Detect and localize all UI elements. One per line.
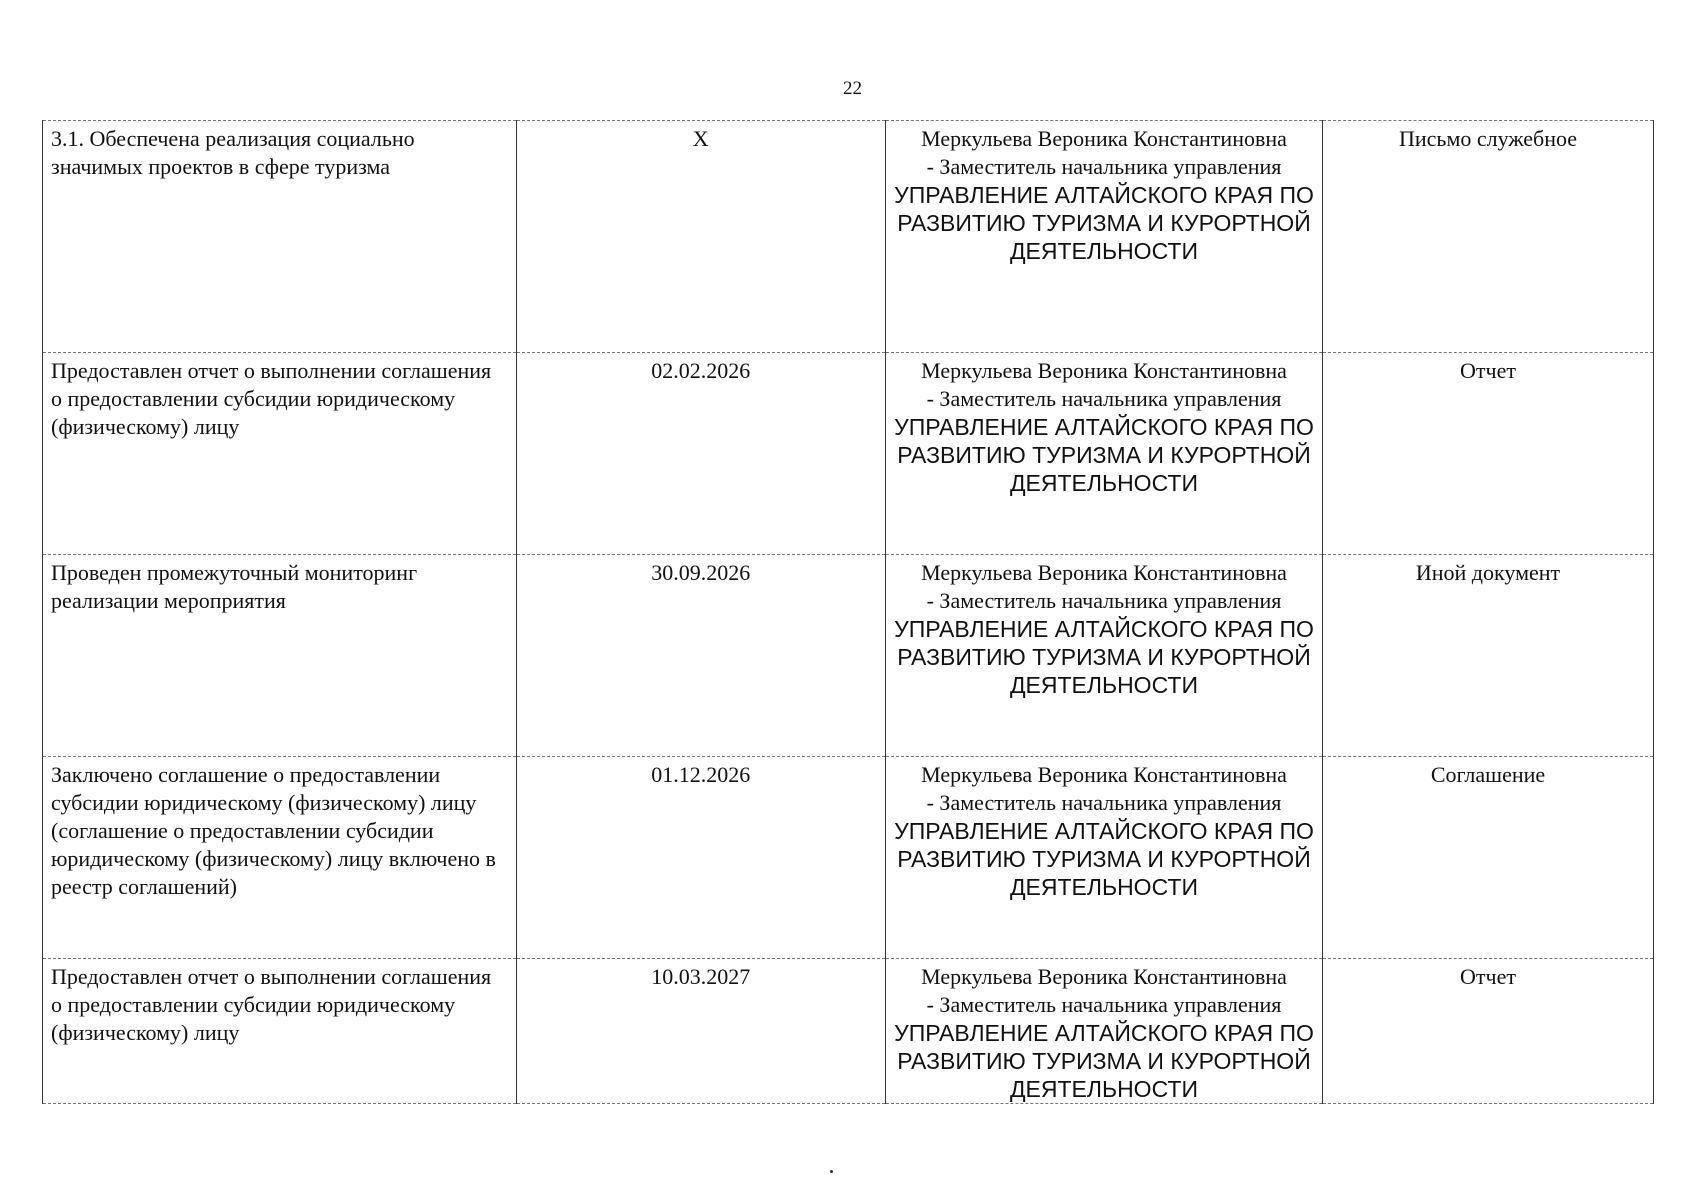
event-cell: Проведен промежуточный мониторинг реализации мероприятия xyxy=(43,555,517,757)
responsible-cell xyxy=(885,959,1322,1104)
date-cell: 10.03.2027 xyxy=(516,959,885,1104)
event-cell: Предоставлен отчет о выполнении соглашения о предоставлении субсидии юридическому (физическому) лицу xyxy=(43,353,517,555)
table-row xyxy=(43,555,1654,757)
page-number: 22 xyxy=(843,78,862,99)
date-cell: 02.02.2026 xyxy=(516,353,885,555)
responsible-organization: УПРАВЛЕНИЕ АЛТАЙСКОГО КРАЯ ПО РАЗВИТИЮ ТУРИЗМА И КУРОРТНОЙ ДЕЯТЕЛЬНОСТИ xyxy=(894,1020,1314,1102)
event-cell: 3.1. Обеспечена реализация социально значимых проектов в сфере туризма xyxy=(43,121,517,353)
responsible-cell xyxy=(885,555,1322,757)
scan-speck xyxy=(830,1170,833,1173)
plan-table xyxy=(42,120,1654,1104)
responsible-name: Меркульева Вероника Константиновна xyxy=(921,358,1287,383)
responsible-organization: УПРАВЛЕНИЕ АЛТАЙСКОГО КРАЯ ПО РАЗВИТИЮ ТУРИЗМА И КУРОРТНОЙ ДЕЯТЕЛЬНОСТИ xyxy=(894,414,1314,496)
document-cell: Иной документ xyxy=(1323,555,1654,757)
responsible-position: - Заместитель начальника управления xyxy=(926,790,1282,815)
event-cell: Предоставлен отчет о выполнении соглашения о предоставлении субсидии юридическому (физическому) лицу xyxy=(43,959,517,1104)
responsible-cell xyxy=(885,353,1322,555)
document-cell: Отчет xyxy=(1323,353,1654,555)
responsible-position: - Заместитель начальника управления xyxy=(926,386,1282,411)
responsible-name: Меркульева Вероника Константиновна xyxy=(921,762,1287,787)
responsible-cell xyxy=(885,121,1322,353)
responsible-position: - Заместитель начальника управления xyxy=(926,154,1282,179)
responsible-organization: УПРАВЛЕНИЕ АЛТАЙСКОГО КРАЯ ПО РАЗВИТИЮ ТУРИЗМА И КУРОРТНОЙ ДЕЯТЕЛЬНОСТИ xyxy=(894,818,1314,900)
table-row xyxy=(43,121,1654,353)
responsible-name: Меркульева Вероника Константиновна xyxy=(921,964,1287,989)
table-row xyxy=(43,959,1654,1104)
responsible-organization: УПРАВЛЕНИЕ АЛТАЙСКОГО КРАЯ ПО РАЗВИТИЮ ТУРИЗМА И КУРОРТНОЙ ДЕЯТЕЛЬНОСТИ xyxy=(894,182,1314,264)
responsible-position: - Заместитель начальника управления xyxy=(926,992,1282,1017)
date-cell: 30.09.2026 xyxy=(516,555,885,757)
responsible-cell xyxy=(885,757,1322,959)
document-cell: Соглашение xyxy=(1323,757,1654,959)
event-cell: Заключено соглашение о предоставлении субсидии юридическому (физическому) лицу (соглашение о предоставлении субсидии юридическому (физическому) лицу включено в реестр соглашений) xyxy=(43,757,517,959)
date-cell: 01.12.2026 xyxy=(516,757,885,959)
date-cell: X xyxy=(516,121,885,353)
document-cell: Письмо служебное xyxy=(1323,121,1654,353)
responsible-name: Меркульева Вероника Константиновна xyxy=(921,126,1287,151)
responsible-organization: УПРАВЛЕНИЕ АЛТАЙСКОГО КРАЯ ПО РАЗВИТИЮ ТУРИЗМА И КУРОРТНОЙ ДЕЯТЕЛЬНОСТИ xyxy=(894,616,1314,698)
table-row xyxy=(43,353,1654,555)
document-cell: Отчет xyxy=(1323,959,1654,1104)
responsible-position: - Заместитель начальника управления xyxy=(926,588,1282,613)
responsible-name: Меркульева Вероника Константиновна xyxy=(921,560,1287,585)
table-row xyxy=(43,757,1654,959)
